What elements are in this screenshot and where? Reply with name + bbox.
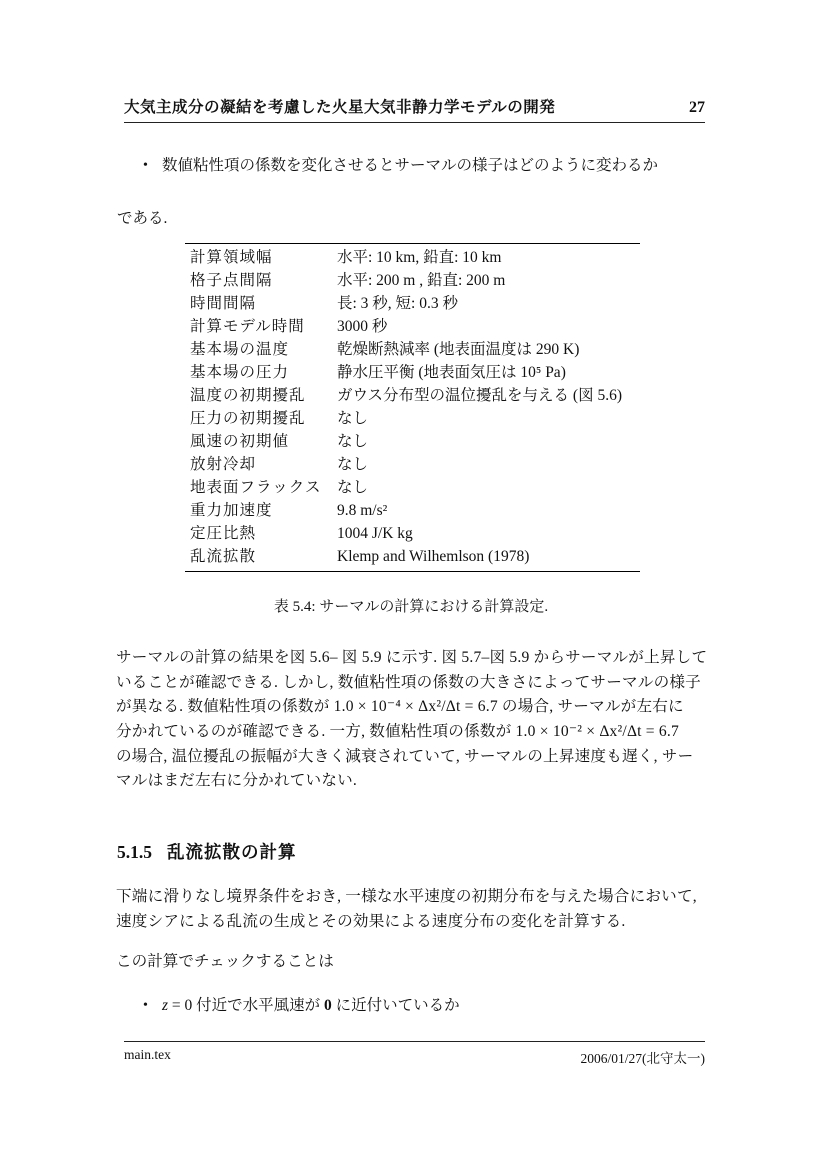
table-row — [185, 522, 640, 545]
paragraph-line: が異なる. 数値粘性項の係数が 1.0 × 10⁻⁴ × Δx²/Δt = 6.7 の場合, サーマルが左右に — [116, 698, 684, 716]
row-label: 基本場の圧力 — [190, 364, 290, 381]
row-label: 計算モデル時間 — [190, 318, 305, 335]
table-row — [185, 246, 640, 269]
bullet-icon: • — [143, 158, 148, 173]
row-value: 長: 3 秒, 短: 0.3 秒 — [337, 295, 458, 312]
footer-rule — [124, 1041, 705, 1042]
bullet-item-viscosity-question — [143, 156, 703, 176]
section-heading — [117, 839, 297, 864]
footer-filename: main.tex — [124, 1047, 171, 1062]
row-value: 水平: 200 m , 鉛直: 200 m — [337, 272, 506, 289]
row-value: 9.8 m/s² — [337, 502, 388, 519]
table-row — [185, 338, 640, 361]
table-caption: 表 5.4: サーマルの計算における計算設定. — [273, 599, 549, 615]
table-row — [185, 476, 640, 499]
row-value: なし — [337, 456, 369, 473]
header-rule — [124, 122, 705, 123]
check-intro-line: この計算でチェックすることは — [116, 953, 334, 970]
paragraph-line: 分かれているのが確認できる. 一方, 数値粘性項の係数が 1.0 × 10⁻² × Δx²/Δt = 6.7 — [116, 723, 679, 741]
row-value: なし — [337, 479, 369, 496]
paragraph-line: の場合, 温位擾乱の振幅が大きく減衰されていて, サーマルの上昇速度も遅く, サー — [116, 747, 694, 765]
row-label: 格子点間隔 — [190, 272, 273, 289]
results-paragraph — [116, 646, 716, 794]
row-value: ガウス分布型の温位擾乱を与える (図 5.6) — [337, 387, 622, 404]
row-value: なし — [337, 433, 369, 450]
row-label: 温度の初期擾乱 — [190, 387, 306, 404]
table-row — [185, 453, 640, 476]
table-row — [185, 315, 640, 338]
table-row — [185, 384, 640, 407]
row-value: Klemp and Wilhemlson (1978) — [337, 548, 530, 565]
row-value: 1004 J/K kg — [337, 525, 413, 542]
table-row — [185, 361, 640, 384]
bullet-icon: • — [143, 998, 148, 1013]
section-title: 乱流拡散の計算 — [167, 842, 297, 862]
running-title: 大気主成分の凝結を考慮した火星大気非静力学モデルの開発 — [124, 99, 556, 116]
row-value: なし — [337, 410, 369, 427]
page-header — [124, 95, 705, 117]
bold-zero: 0 — [324, 997, 332, 1014]
paragraph-line: いることが確認できる. しかし, 数値粘性項の係数の大きさによってサーマルの様子 — [116, 673, 701, 691]
bullet-text-tail: に近付いているか — [331, 997, 460, 1014]
paragraph-line: マルはまだ左右に分かれていない. — [116, 772, 358, 790]
row-value: 静水圧平衡 (地表面気圧は 10⁵ Pa) — [337, 364, 566, 381]
footer-date-author: 2006/01/27(北守太一) — [580, 1051, 705, 1066]
row-value: 乾燥断熱減率 (地表面温度は 290 K) — [337, 341, 580, 358]
row-label: 時間間隔 — [190, 295, 257, 312]
bullet-text — [162, 996, 460, 1016]
page-number: 27 — [689, 99, 705, 116]
row-label: 乱流拡散 — [190, 548, 257, 565]
row-label: 風速の初期値 — [190, 433, 290, 450]
table-row — [185, 430, 640, 453]
intro-line: である. — [117, 210, 168, 227]
table-row — [185, 545, 640, 568]
row-label: 定圧比熱 — [190, 525, 257, 542]
paragraph-line: 速度シアによる乱流の生成とその効果による速度分布の変化を計算する. — [116, 912, 626, 930]
row-label: 地表面フラックス — [190, 479, 322, 496]
math-variable-z: z — [162, 997, 169, 1014]
bullet-text-mid: = 0 付近で水平風速が — [168, 997, 325, 1014]
table-row — [185, 292, 640, 315]
section-number: 5.1.5 — [117, 842, 152, 862]
paragraph-line: 下端に滑りなし境界条件をおき, 一様な水平速度の初期分布を与えた場合において, — [116, 888, 697, 905]
table-row — [185, 407, 640, 430]
row-value: 水平: 10 km, 鉛直: 10 km — [337, 249, 502, 266]
row-label: 計算領域幅 — [190, 249, 273, 266]
table-row — [185, 499, 640, 522]
page-footer — [124, 1047, 705, 1067]
calculation-settings-table — [185, 243, 640, 572]
row-label: 基本場の温度 — [190, 341, 290, 358]
row-label: 重力加速度 — [190, 502, 273, 519]
row-label: 圧力の初期擾乱 — [190, 410, 306, 427]
table-row — [185, 269, 640, 292]
row-label: 放射冷却 — [190, 456, 257, 473]
row-value: 3000 秒 — [337, 318, 388, 335]
bullet-text: 数値粘性項の係数を変化させるとサーマルの様子はどのように変わるか — [162, 157, 659, 174]
turbulence-setup-paragraph — [116, 885, 716, 934]
paragraph-line: サーマルの計算の結果を図 5.6– 図 5.9 に示す. 図 5.7–図 5.9 からサーマルが上昇して — [116, 649, 708, 666]
bullet-item-wind-check — [143, 996, 643, 1016]
